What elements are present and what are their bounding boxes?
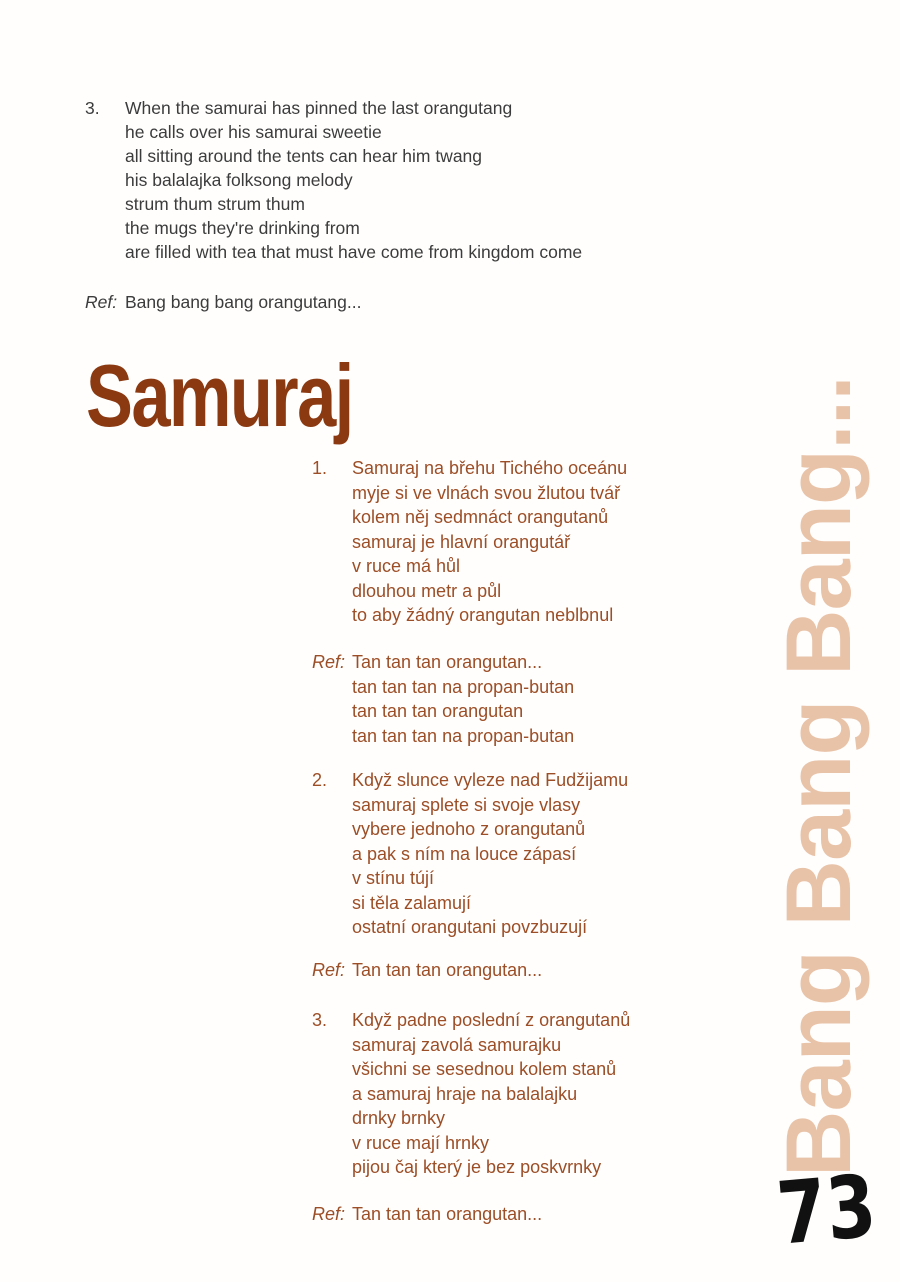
lyric-line: Když slunce vyleze nad Fudžijamu xyxy=(352,770,629,790)
lyric-line: pijou čaj který je bez poskvrnky xyxy=(352,1157,602,1177)
czech-refrain-3 xyxy=(312,1202,542,1227)
lyric-line: all sitting around the tents can hear him twang xyxy=(125,146,483,166)
lyric-line: samuraj zavolá samurajku xyxy=(352,1034,562,1055)
czech-verse-2 xyxy=(312,768,628,940)
page-number: 73 xyxy=(773,1156,880,1265)
lyric-line: tan tan tan orangutan xyxy=(352,701,524,721)
lyric-line: to aby žádný orangutan neblbnul xyxy=(352,605,614,625)
refrain-label: Ref: xyxy=(312,960,346,980)
lyric-line: dlouhou metr a půl xyxy=(352,580,502,601)
lyric-line: si těla zalamují xyxy=(352,892,472,913)
refrain-label: Ref: xyxy=(312,652,346,672)
lyric-line: vybere jednoho z orangutanů xyxy=(352,819,586,839)
verse-lines xyxy=(352,1008,630,1180)
lyric-line: a samuraj hraje na balalajku xyxy=(352,1083,578,1104)
refrain-text: Bang bang bang orangutang... xyxy=(125,292,362,312)
lyric-line: Samuraj na břehu Tichého oceánu xyxy=(352,458,628,478)
lyric-line: ostatní orangutani povzbuzují xyxy=(352,917,588,937)
verse-number: 3. xyxy=(312,1010,328,1030)
verse-number: 1. xyxy=(312,458,328,478)
refrain-text: Tan tan tan orangutan... xyxy=(352,1204,543,1224)
lyric-line: drnky brnky xyxy=(352,1108,446,1128)
lyric-line: When the samurai has pinned the last orangutang xyxy=(125,98,513,118)
verse-lines xyxy=(352,456,627,628)
lyric-line: samuraj je hlavní orangutář xyxy=(352,531,571,552)
refrain-label: Ref: xyxy=(312,1204,346,1224)
czech-refrain-2 xyxy=(312,958,542,983)
vertical-watermark-text: Bang Bang Bang... xyxy=(768,376,870,1177)
lyric-line: are filled with tea that must have come from kingdom come xyxy=(125,242,583,262)
lyric-line: kolem něj sedmnáct orangutanů xyxy=(352,507,609,527)
lyric-line: his balalajka folksong melody xyxy=(125,170,353,190)
lyric-line: the mugs they're drinking from xyxy=(125,218,360,238)
czech-refrain-1 xyxy=(312,650,574,748)
lyric-line: Když padne poslední z orangutanů xyxy=(352,1010,631,1030)
lyric-line: he calls over his samurai sweetie xyxy=(125,122,382,142)
lyric-line: všichni se sesednou kolem stanů xyxy=(352,1059,617,1079)
czech-verse-3 xyxy=(312,1008,630,1180)
refrain-label: Ref: xyxy=(85,292,118,312)
czech-verse-1 xyxy=(312,456,627,628)
lyric-line: v ruce mají hrnky xyxy=(352,1132,490,1153)
verse-lines xyxy=(352,768,628,940)
english-verse-lines xyxy=(125,96,582,264)
lyric-line: strum thum strum thum xyxy=(125,194,305,214)
lyric-line: tan tan tan na propan-butan xyxy=(352,725,575,746)
english-refrain xyxy=(85,290,361,314)
refrain-lines xyxy=(352,650,574,748)
verse-number: 2. xyxy=(312,770,328,790)
song-title: Samuraj xyxy=(86,346,353,445)
lyric-line: Tan tan tan orangutan... xyxy=(352,652,543,672)
lyric-line: v stínu tújí xyxy=(352,868,435,888)
lyric-line: v ruce má hůl xyxy=(352,556,461,576)
lyric-line: samuraj splete si svoje vlasy xyxy=(352,794,581,815)
lyric-line: a pak s ním na louce zápasí xyxy=(352,843,577,864)
english-verse-block xyxy=(85,96,582,264)
english-verse-number: 3. xyxy=(85,98,100,118)
lyric-line: tan tan tan na propan-butan xyxy=(352,676,575,697)
lyric-line: myje si ve vlnách svou žlutou tvář xyxy=(352,482,621,503)
refrain-text: Tan tan tan orangutan... xyxy=(352,960,543,980)
